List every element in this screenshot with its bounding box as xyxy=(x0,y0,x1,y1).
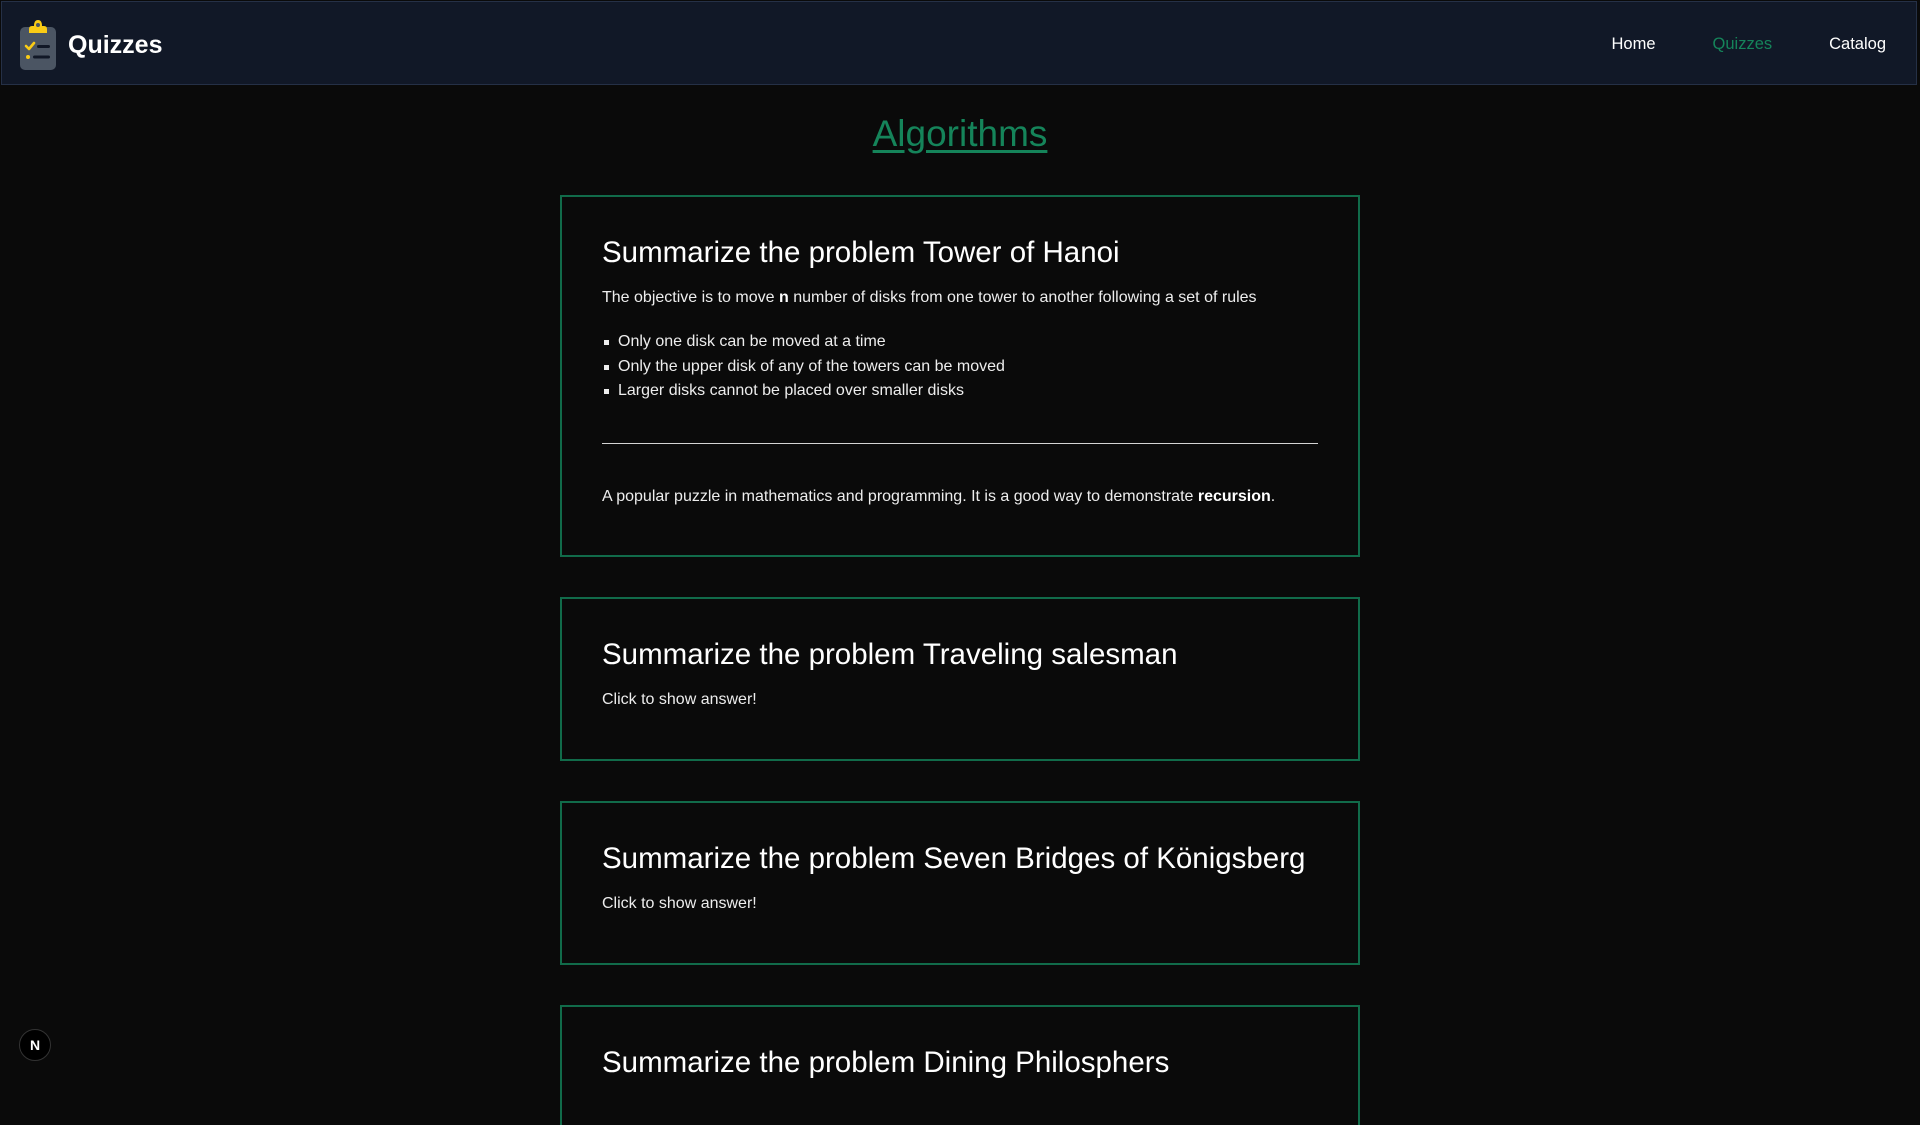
nav-link-quizzes[interactable]: Quizzes xyxy=(1712,34,1773,53)
nav-link-home[interactable]: Home xyxy=(1611,34,1656,53)
bold-term: recursion xyxy=(1197,487,1271,505)
answer-note: A popular puzzle in mathematics and programming. It is a good way to demonstrate recursion. xyxy=(602,487,1276,505)
quiz-card-tower-of-hanoi[interactable] xyxy=(560,195,1360,557)
list-item: Only the upper disk of any of the towers can be moved xyxy=(602,355,1318,380)
card-title: Summarize the problem Seven Bridges of Königsberg xyxy=(602,842,1306,875)
clipboard-checklist-icon xyxy=(19,19,57,71)
rules-list xyxy=(602,330,1318,404)
brand-name: Quizzes xyxy=(68,30,163,59)
quiz-card-traveling-salesman[interactable] xyxy=(560,597,1360,761)
dev-indicator-badge[interactable]: N xyxy=(19,1029,51,1061)
show-answer-hint[interactable]: Click to show answer! xyxy=(602,895,757,912)
card-title: Summarize the problem Dining Philosphers xyxy=(602,1046,1170,1079)
show-answer-hint[interactable]: Click to show answer! xyxy=(602,691,757,708)
brand-link[interactable] xyxy=(19,19,162,71)
answer-intro: The objective is to move n number of disks from one tower to another following a set of rules xyxy=(602,289,1257,306)
nav-link-catalog[interactable]: Catalog xyxy=(1829,34,1886,53)
list-item: Larger disks cannot be placed over smaller disks xyxy=(602,379,1318,404)
bold-term: n xyxy=(778,289,789,306)
list-item: Only one disk can be moved at a time xyxy=(602,330,1318,355)
page-title-link[interactable]: Algorithms xyxy=(872,113,1048,154)
top-navbar xyxy=(1,1,1917,85)
card-title: Summarize the problem Traveling salesman xyxy=(602,638,1178,671)
card-title: Summarize the problem Tower of Hanoi xyxy=(602,236,1120,269)
quiz-card-seven-bridges[interactable] xyxy=(560,801,1360,965)
nav-links xyxy=(1612,2,1887,86)
answer-divider xyxy=(602,443,1318,444)
page-title xyxy=(0,109,1920,159)
quiz-card-dining-philosophers[interactable] xyxy=(560,1005,1360,1125)
